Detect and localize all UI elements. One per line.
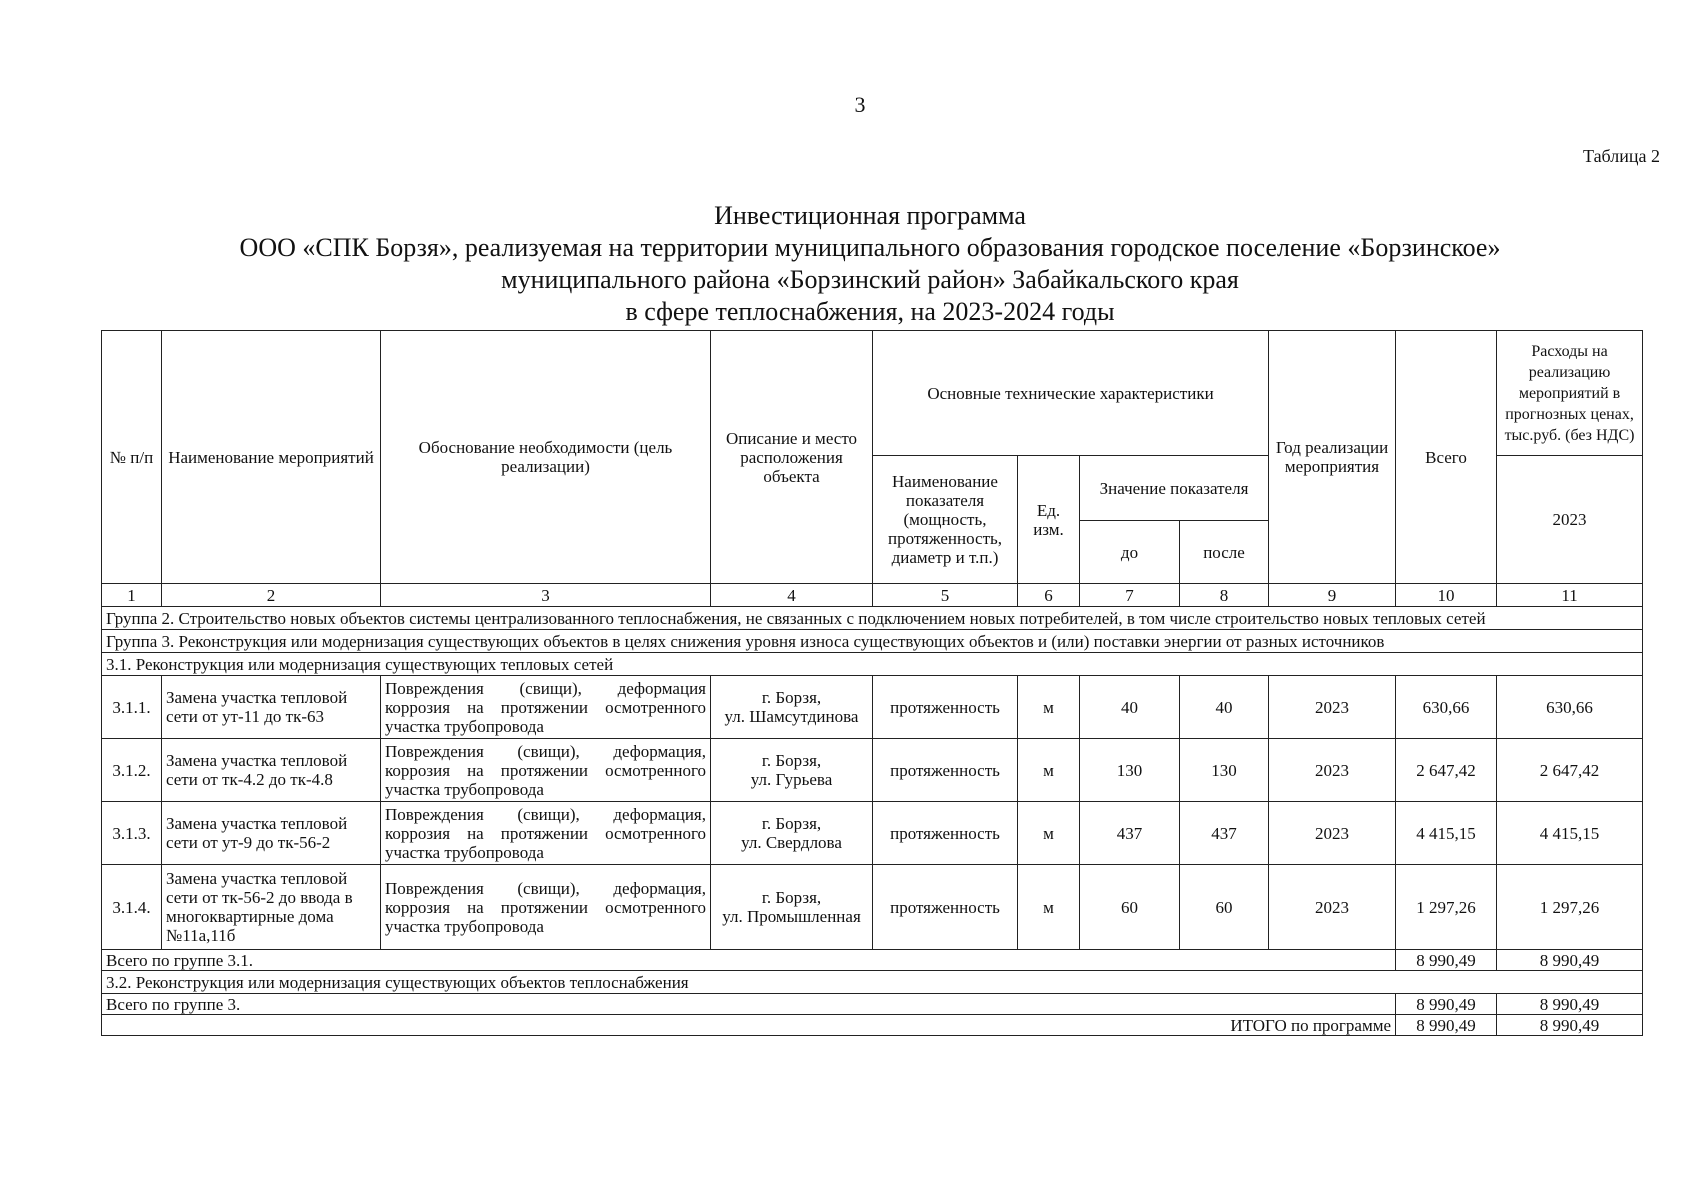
location-city: г. Борзя, (761, 814, 822, 833)
row-2023: 630,66 (1497, 676, 1643, 739)
header-num: № п/п (102, 331, 162, 584)
row-justification: Повреждения (свищи), деформация, коррозия на протяжении осмотренного участка трубопровода (381, 865, 711, 950)
header-total: Всего (1396, 331, 1497, 584)
header-name: Наименование мероприятий (162, 331, 381, 584)
row-year: 2023 (1269, 676, 1396, 739)
row-year: 2023 (1269, 739, 1396, 802)
total-group-3-value: 8 990,49 (1396, 994, 1497, 1015)
col-num-7: 7 (1080, 584, 1180, 607)
row-total: 630,66 (1396, 676, 1497, 739)
row-unit: м (1018, 865, 1080, 950)
header-indicator-name: Наименование показателя (мощность, протяженность, диаметр и т.п.) (873, 456, 1018, 584)
row-total: 1 297,26 (1396, 865, 1497, 950)
col-num-4: 4 (711, 584, 873, 607)
row-before: 40 (1080, 676, 1180, 739)
subgroup-3-2-row: 3.2. Реконструкция или модернизация существующих объектов теплоснабжения (102, 971, 1643, 994)
row-unit: м (1018, 802, 1080, 865)
row-indicator: протяженность (873, 865, 1018, 950)
total-group-3-1-value: 8 990,49 (1396, 950, 1497, 971)
row-total: 2 647,42 (1396, 739, 1497, 802)
row-unit: м (1018, 739, 1080, 802)
row-indicator: протяженность (873, 802, 1018, 865)
row-location (711, 865, 873, 950)
row-location (711, 739, 873, 802)
row-name: Замена участка тепловой сети от ут-9 до тк-56-2 (162, 802, 381, 865)
total-group-3-2023: 8 990,49 (1497, 994, 1643, 1015)
row-2023: 4 415,15 (1497, 802, 1643, 865)
location-street: ул. Свердлова (741, 833, 842, 852)
row-num: 3.1.1. (102, 676, 162, 739)
row-year: 2023 (1269, 865, 1396, 950)
total-group-3-label: Всего по группе 3. (102, 994, 1396, 1015)
location-city: г. Борзя, (761, 751, 822, 770)
location-street: ул. Гурьева (750, 770, 833, 789)
header-location: Описание и место расположения объекта (711, 331, 873, 584)
header-justification: Обоснование необходимости (цель реализации) (381, 331, 711, 584)
row-2023: 2 647,42 (1497, 739, 1643, 802)
col-num-6: 6 (1018, 584, 1080, 607)
location-city: г. Борзя, (761, 888, 822, 907)
header-year-2023: 2023 (1497, 456, 1643, 584)
header-unit: Ед. изм. (1018, 456, 1080, 584)
title-line-3: муниципального района «Борзинский район» Забайкальского края (501, 265, 1239, 294)
col-num-3: 3 (381, 584, 711, 607)
header-indicator-value: Значение показателя (1080, 456, 1269, 521)
program-total-2023: 8 990,49 (1497, 1015, 1643, 1036)
row-year: 2023 (1269, 802, 1396, 865)
program-total-label: ИТОГО по программе (102, 1015, 1396, 1036)
col-num-1: 1 (102, 584, 162, 607)
col-num-2: 2 (162, 584, 381, 607)
page-number: 3 (854, 92, 866, 117)
location-street: ул. Промышленная (722, 907, 861, 926)
row-after: 130 (1180, 739, 1269, 802)
row-total: 4 415,15 (1396, 802, 1497, 865)
row-justification: Повреждения (свищи), деформация, коррозия на протяжении осмотренного участка трубопровода (381, 739, 711, 802)
title-line-2: ООО «СПК Борзя», реализуемая на территории муниципального образования городское поселение «Борзинское» (239, 233, 1501, 262)
table-row (102, 802, 1643, 865)
table-row (102, 676, 1643, 739)
row-indicator: протяженность (873, 676, 1018, 739)
subgroup-3-1-row: 3.1. Реконструкция или модернизация существующих тепловых сетей (102, 653, 1643, 676)
row-num: 3.1.4. (102, 865, 162, 950)
row-location (711, 802, 873, 865)
col-num-9: 9 (1269, 584, 1396, 607)
header-after: после (1180, 521, 1269, 584)
row-after: 60 (1180, 865, 1269, 950)
row-indicator: протяженность (873, 739, 1018, 802)
title-line-1: Инвестиционная программа (714, 201, 1026, 230)
header-expenses: Расходы на реализацию мероприятий в прогнозных ценах, тыс.руб. (без НДС) (1497, 331, 1643, 456)
program-total-value: 8 990,49 (1396, 1015, 1497, 1036)
col-num-8: 8 (1180, 584, 1269, 607)
row-before: 130 (1080, 739, 1180, 802)
row-after: 40 (1180, 676, 1269, 739)
investment-table (101, 330, 1643, 1036)
col-num-10: 10 (1396, 584, 1497, 607)
row-2023: 1 297,26 (1497, 865, 1643, 950)
row-before: 60 (1080, 865, 1180, 950)
row-name: Замена участка тепловой сети от ут-11 до тк-63 (162, 676, 381, 739)
location-city: г. Борзя, (761, 688, 822, 707)
row-num: 3.1.3. (102, 802, 162, 865)
table-row (102, 739, 1643, 802)
header-before: до (1080, 521, 1180, 584)
row-before: 437 (1080, 802, 1180, 865)
header-year: Год реализации мероприятия (1269, 331, 1396, 584)
row-location (711, 676, 873, 739)
row-justification: Повреждения (свищи), деформация коррозия на протяжении осмотренного участка трубопровода (381, 676, 711, 739)
document-title (100, 200, 1640, 328)
table-label: Таблица 2 (1583, 146, 1660, 166)
col-num-11: 11 (1497, 584, 1643, 607)
row-num: 3.1.2. (102, 739, 162, 802)
group-2-row: Группа 2. Строительство новых объектов системы централизованного теплоснабжения, не связанных с подключением новых потребителей, в том числе строительство новых тепловых сетей (102, 607, 1643, 630)
row-name: Замена участка тепловой сети от тк-56-2 до ввода в многоквартирные дома №11а,11б (162, 865, 381, 950)
row-after: 437 (1180, 802, 1269, 865)
row-unit: м (1018, 676, 1080, 739)
row-name: Замена участка тепловой сети от тк-4.2 до тк-4.8 (162, 739, 381, 802)
total-group-3-1-label: Всего по группе 3.1. (102, 950, 1396, 971)
location-street: ул. Шамсутдинова (724, 707, 859, 726)
total-group-3-1-2023: 8 990,49 (1497, 950, 1643, 971)
row-justification: Повреждения (свищи), деформация, коррозия на протяжении осмотренного участка трубопровода (381, 802, 711, 865)
table-row (102, 865, 1643, 950)
col-num-5: 5 (873, 584, 1018, 607)
header-tech: Основные технические характеристики (873, 331, 1269, 456)
title-line-4: в сфере теплоснабжения, на 2023-2024 годы (625, 297, 1115, 326)
group-3-row: Группа 3. Реконструкция или модернизация существующих объектов в целях снижения уровня износа существующих объектов и (или) поставки энергии от разных источников (102, 630, 1643, 653)
